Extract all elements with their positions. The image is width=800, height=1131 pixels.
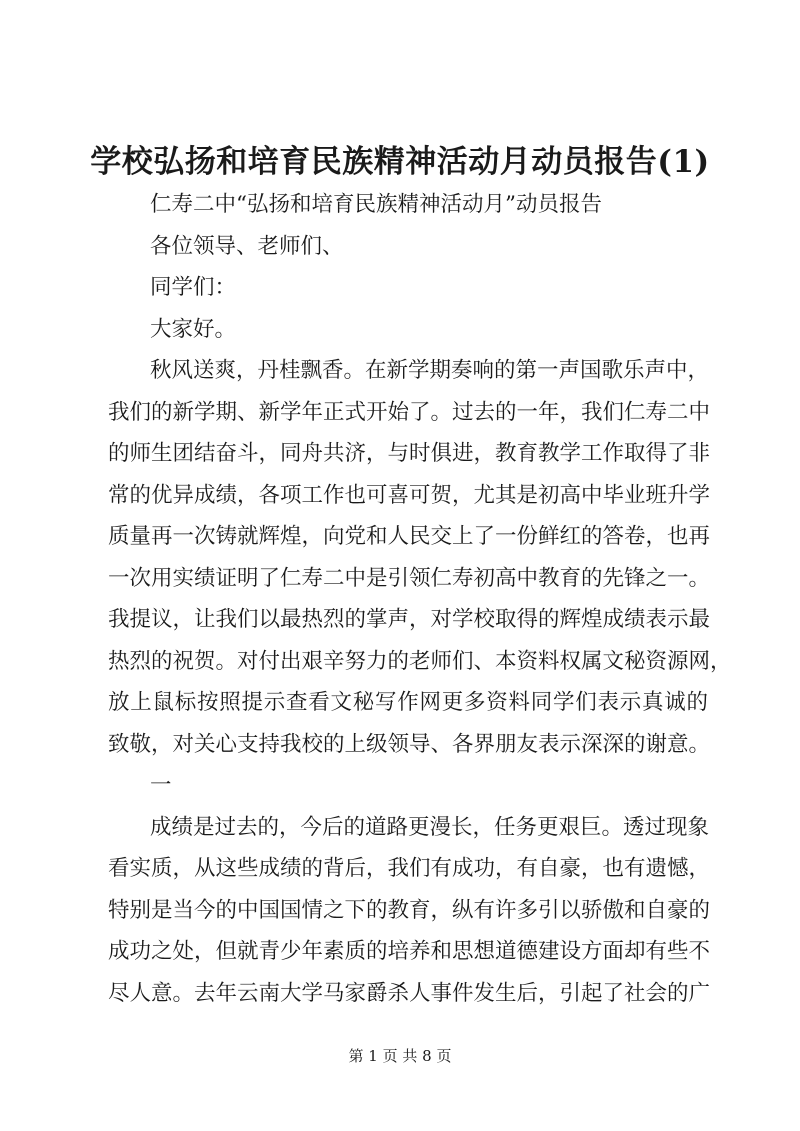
greeting-line: 大家好。: [150, 317, 237, 342]
paragraph-2-line: 尽人意。去年云南大学马家爵杀人事件发生后，引起了社会的广: [108, 981, 711, 1006]
paragraph-1-line: 的师生团结奋斗，同舟共济，与时俱进，教育教学工作取得了非: [108, 441, 711, 466]
paragraph-1-line: 热烈的祝贺。对付出艰辛努力的老师们、本资料权属文秘资源网，: [108, 649, 732, 674]
document-title: 学校弘扬和培育民族精神活动月动员报告(1): [90, 144, 710, 180]
paragraph-1-line: 常的优异成绩，各项工作也可喜可贺，尤其是初高中毕业班升学: [108, 483, 711, 508]
paragraph-2-line: 成绩是过去的，今后的道路更漫长，任务更艰巨。透过现象: [150, 815, 710, 840]
section-mark: 一: [150, 773, 172, 798]
subtitle: 仁寿二中“弘扬和培育民族精神活动月”动员报告: [150, 192, 602, 217]
paragraph-1-line: 质量再一次铸就辉煌，向党和人民交上了一份鲜红的答卷，也再: [108, 524, 711, 549]
salutation-line-1: 各位领导、老师们、: [150, 234, 344, 259]
paragraph-2-line: 成功之处，但就青少年素质的培养和思想道德建设方面却有些不: [108, 939, 711, 964]
paragraph-1-line: 我们的新学期、新学年正式开始了。过去的一年，我们仁寿二中: [108, 400, 711, 425]
page-indicator: 第 1 页 共 8 页: [348, 1047, 452, 1065]
paragraph-1-line: 秋风送爽，丹桂飘香。在新学期奏响的第一声国歌乐声中，: [150, 358, 710, 383]
paragraph-2-line: 看实质，从这些成绩的背后，我们有成功，有自豪，也有遗憾，: [108, 856, 711, 881]
paragraph-1-line: 致敬，对关心支持我校的上级领导、各界朋友表示深深的谢意。: [108, 732, 711, 757]
paragraph-1-line: 我提议，让我们以最热烈的掌声，对学校取得的辉煌成绩表示最: [108, 607, 711, 632]
salutation-line-2: 同学们：: [150, 275, 237, 300]
paragraph-2-line: 特别是当今的中国国情之下的教育，纵有许多引以骄傲和自豪的: [108, 898, 711, 923]
paragraph-1-line: 放上鼠标按照提示查看文秘写作网更多资料同学们表示真诚的: [108, 690, 708, 715]
paragraph-1-line: 一次用实绩证明了仁寿二中是引领仁寿初高中教育的先锋之一。: [108, 566, 711, 591]
